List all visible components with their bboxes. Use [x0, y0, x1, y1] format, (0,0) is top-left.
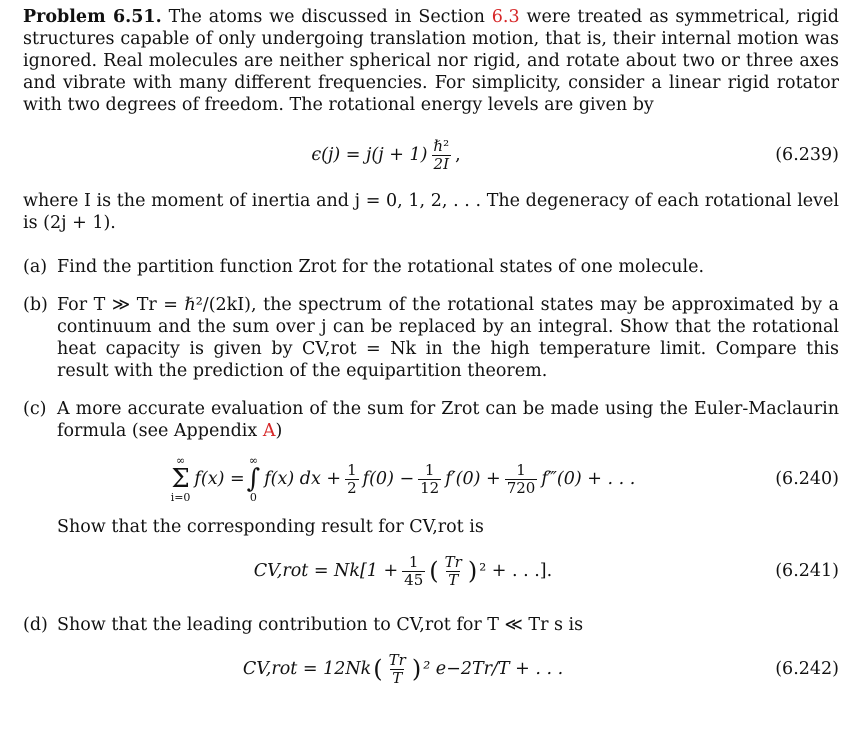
section-link[interactable]: 6.3	[491, 7, 520, 27]
problem-intro: Problem 6.51. The atoms we discussed in Section 6.3 were treated as symmetrical, rigid structures capable of only undergoing translation motion, that is, their internal motion was ignored. Real molecules are neither spherical nor rigid, and rotate about two or three axes and vibrate with many different frequencies. For simplicity, consider a linear rigid rotator with two degrees of freedom. The rotational energy levels are given by	[23, 7, 839, 115]
part-b: (b) For T ≫ Tr = ℏ²/(2kI), the spectrum of the rotational states may be approximated by a continuum and the sum over j can be replaced by an integral. Show that the rotational heat capacity is given by CV,rot = Nk in the high temperature limit. Compare this result with the prediction of the equipartition theorem.	[23, 295, 839, 381]
equation-number: (6.241)	[775, 561, 839, 581]
equation-6-239: ϵ(j) = j(j + 1) $\frac{\text{ℏ²}}{2I}$ , (6.239)	[311, 136, 839, 173]
equation-number: (6.242)	[775, 659, 839, 679]
equation-number: (6.239)	[775, 145, 839, 165]
appendix-link[interactable]: A	[262, 421, 276, 441]
equation-number: (6.240)	[775, 469, 839, 489]
equation-6-240: ∞ Σ i=0 f(x) = ∞ ∫ 0 f(x) dx + $\frac{1}{2}$ f(0) − $\frac{1}{12}$ f′(0) + $\frac{1}{720}$ f‴(0) + . . . (6.240)	[170, 454, 839, 504]
sum-operator: ∞ Σ i=0	[170, 454, 191, 504]
part-d: (d) Show that the leading contribution to CV,rot for T ≪ Tr s is	[23, 615, 584, 635]
fraction: $\frac{\text{ℏ²}}{2I}$	[433, 136, 450, 173]
problem-heading: Problem 6.51.	[23, 7, 162, 27]
part-c: (c) A more accurate evaluation of the sum for Zrot can be made using the Euler-Maclaurin formula (see Appendix A)	[23, 399, 839, 441]
problem-page	[23, 6, 839, 700]
equation-6-242: CV,rot = 12Nk ( $\frac{Tr}{T}$ ) ² e−2Tr/T + . . . (6.242)	[242, 650, 839, 687]
part-c-show: Show that the corresponding result for CV,rot is	[57, 517, 484, 537]
part-a: (a) Find the partition function Zrot for the rotational states of one molecule.	[23, 257, 705, 277]
equation-6-241: CV,rot = Nk[1 + $\frac{1}{45}$ ( $\frac{Tr}{T}$ ) ² + . . .]. (6.241)	[253, 552, 839, 589]
degeneracy-text: where I is the moment of inertia and j = 0, 1, 2, . . . The degeneracy of each rotational level is (2j + 1).	[23, 191, 839, 233]
integral-operator: ∞ ∫ 0	[246, 454, 261, 504]
